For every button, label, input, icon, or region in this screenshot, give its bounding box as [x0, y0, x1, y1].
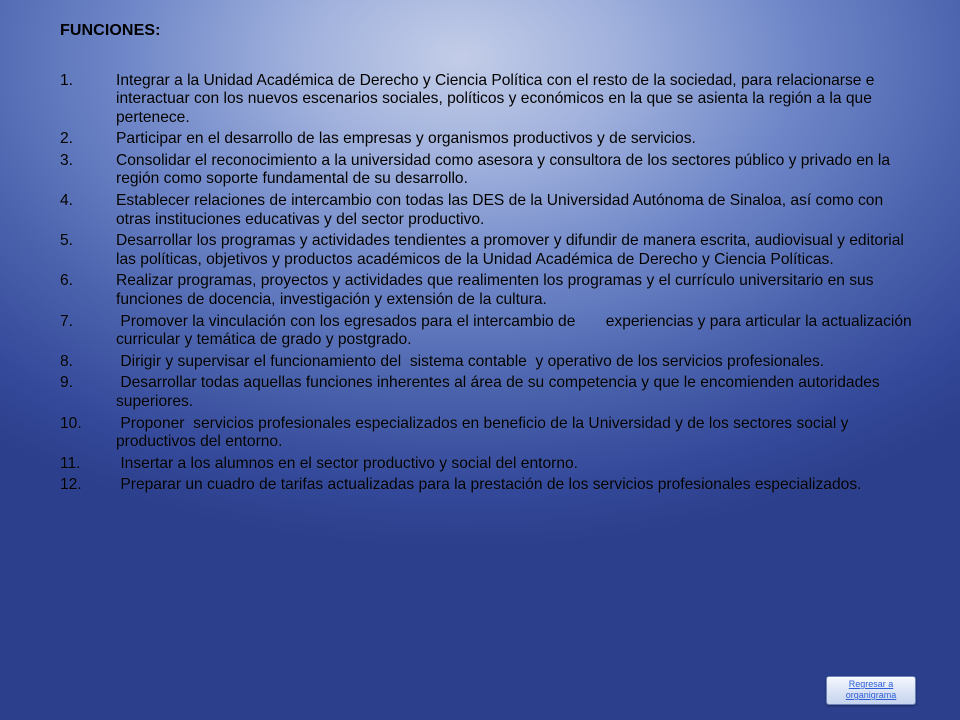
back-button-label-line1[interactable]: Regresar a [848, 679, 894, 689]
functions-list [60, 72, 920, 498]
slide-heading: FUNCIONES: [60, 22, 161, 39]
list-item [60, 313, 920, 350]
list-item [60, 415, 920, 452]
list-item [60, 152, 920, 189]
item-number: 10. [60, 414, 82, 432]
list-item [60, 272, 920, 309]
item-text: Insertar a los alumnos en el sector productivo y social del entorno. [116, 454, 578, 472]
item-number: 11. [60, 454, 81, 472]
list-item [60, 374, 920, 411]
item-number: 12. [60, 476, 82, 494]
item-text: Desarrollar los programas y actividades tendientes a promover y difundir de manera escrita, audiovisual y editorial las políticas, objetivos y productos académicos de la Unidad Académica de Derecho y Ciencia Políticas. [116, 232, 909, 268]
list-item [60, 72, 920, 127]
item-number: 6. [60, 272, 74, 290]
item-text: Preparar un cuadro de tarifas actualizadas para la prestación de los servicios profesionales especializados. [116, 476, 862, 494]
list-item [60, 192, 920, 229]
item-text: Integrar a la Unidad Académica de Derecho y Ciencia Política con el resto de la sociedad, para relacionarse e interactuar con los nuevos escenarios sociales, políticos y económicos en la que se asienta la región a la que pertenece. [116, 72, 879, 126]
item-number: 1. [60, 72, 74, 89]
back-to-org-chart-button[interactable] [826, 676, 916, 705]
item-text: Establecer relaciones de intercambio con todas las DES de la Universidad Autónoma de Sinaloa, así como con otras instituciones educativas y del sector productivo. [116, 192, 888, 228]
back-button-label-line2[interactable]: organigrama [845, 690, 897, 700]
item-text: Desarrollar todas aquellas funciones inherentes al área de su competencia y que le encomienden autoridades superiores. [116, 374, 885, 410]
item-number: 8. [60, 352, 74, 370]
item-number: 3. [60, 152, 74, 170]
list-item [60, 455, 920, 473]
list-item [60, 130, 920, 148]
item-text: Realizar programas, proyectos y actividades que realimenten los programas y el currículo universitario en sus funciones de docencia, investigación y extensión de la cultura. [116, 272, 878, 308]
item-text: Dirigir y supervisar el funcionamiento del sistema contable y operativo de los servicios profesionales. [116, 352, 825, 370]
item-number: 9. [60, 374, 74, 392]
item-number: 7. [60, 312, 74, 330]
list-item [60, 232, 920, 269]
item-text: Participar en el desarrollo de las empresas y organismos productivos y de servicios. [116, 130, 696, 148]
item-number: 5. [60, 232, 74, 250]
item-text: Proponer servicios profesionales especializados en beneficio de la Universidad y de los sectores social y productivos del entorno. [116, 414, 853, 450]
item-text: Consolidar el reconocimiento a la universidad como asesora y consultora de los sectores público y privado en la región como soporte fundamental de su desarrollo. [116, 152, 895, 188]
list-item [60, 353, 920, 371]
item-number: 4. [60, 192, 74, 210]
list-item [60, 476, 920, 494]
item-text: Promover la vinculación con los egresados para el intercambio de experiencias y para articular la actualización curricular y temática de grado y postgrado. [116, 312, 917, 348]
item-number: 2. [60, 130, 74, 148]
